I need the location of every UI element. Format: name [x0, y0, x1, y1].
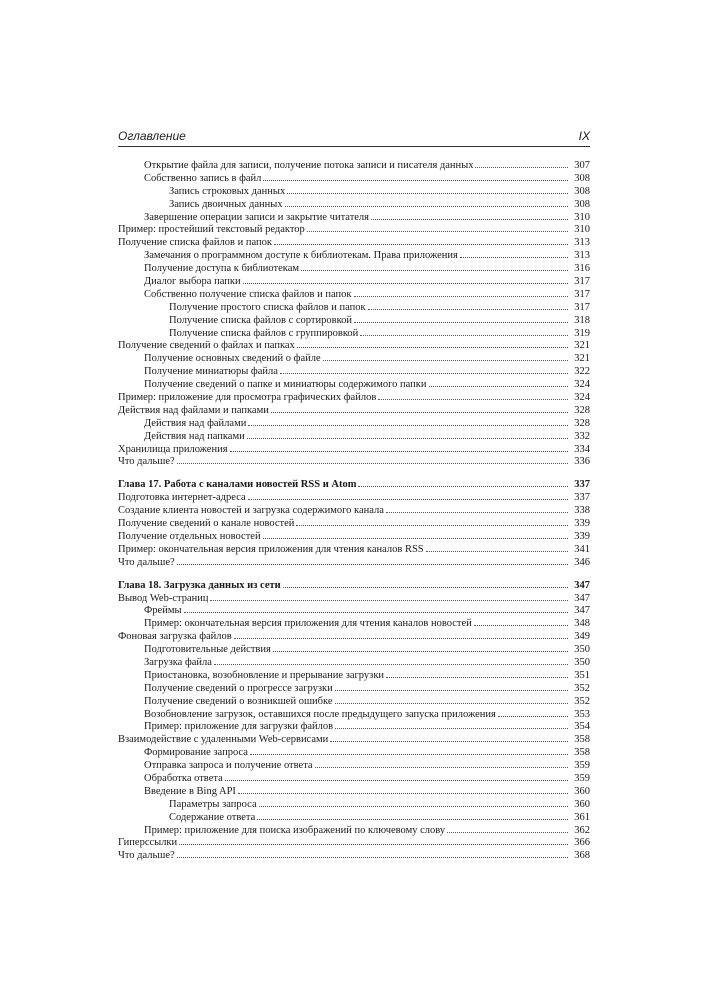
dot-leader [179, 844, 568, 845]
dot-leader [259, 806, 568, 807]
dot-leader [323, 360, 568, 361]
toc-entry-page: 368 [574, 850, 590, 862]
dot-leader [283, 587, 568, 588]
toc-entry-title: Что дальше? [118, 456, 175, 468]
toc-entry-title: Получение списка файлов с группировкой [169, 327, 359, 339]
toc-entry-title: Открытие файла для записи, получение потока записи и писателя данных [144, 160, 474, 171]
dot-leader [214, 664, 568, 665]
toc-entry-title: Подготовка интернет-адреса [118, 492, 246, 504]
toc-chapter-entry[interactable] [118, 479, 590, 492]
toc-entry-page: 361 [574, 811, 590, 823]
toc-entry-page: 349 [574, 631, 590, 643]
toc-entry-page: 360 [574, 785, 590, 797]
toc-entry-title: Получение списка файлов с сортировкой [169, 314, 353, 326]
toc-entry-title: Фоновая загрузка файлов [118, 631, 232, 643]
toc-entry-page: 321 [574, 340, 590, 352]
toc-entry-title: Вывод Web-страниц [118, 592, 209, 604]
dot-leader [248, 425, 568, 426]
header-page-number: IX [578, 129, 590, 143]
toc-entry[interactable] [118, 237, 590, 250]
dot-leader [360, 335, 568, 336]
toc-entry-title: Получение основных сведений о файле [144, 353, 321, 365]
toc-entry[interactable] [118, 328, 590, 341]
dot-leader [371, 219, 568, 220]
toc-entry-title: Получение миниатюры файла [144, 366, 278, 378]
dot-leader [335, 690, 568, 691]
dot-leader [287, 193, 568, 194]
toc-entry[interactable] [118, 825, 590, 838]
dot-leader [234, 638, 568, 639]
toc-entry-title: Подготовительные действия [144, 644, 271, 656]
dot-leader [297, 347, 568, 348]
toc-entry-title: Получение сведений о папке и миниатюры содержимого папки [144, 379, 427, 391]
toc-entry[interactable] [118, 492, 590, 505]
toc-entry-title: Завершение операции записи и закрытие читателя [144, 211, 370, 223]
toc-entry-page: 353 [574, 708, 590, 720]
toc-entry[interactable] [118, 315, 590, 328]
toc-entry[interactable] [118, 721, 590, 734]
toc-entry[interactable] [118, 605, 590, 618]
toc-entry[interactable] [118, 683, 590, 696]
dot-leader [386, 677, 568, 678]
toc-entry-title: Получение списка файлов и папок [118, 237, 272, 249]
toc-entry-page: 347 [574, 592, 590, 604]
toc-entry-page: 332 [574, 430, 590, 442]
toc-entry-page: 308 [574, 198, 590, 210]
toc-entry-title: Диалог выбора папки [144, 276, 241, 288]
dot-leader [368, 309, 568, 310]
dot-leader [263, 538, 568, 539]
toc-entry-page: 360 [574, 798, 590, 810]
dot-leader [210, 600, 568, 601]
toc-entry-page: 328 [574, 417, 590, 429]
toc-entry-page: 317 [574, 288, 590, 300]
toc-entry[interactable] [118, 593, 590, 606]
toc-entry-page: 317 [574, 276, 590, 288]
toc-entry-page: 317 [574, 301, 590, 313]
toc-entry-page: 352 [574, 682, 590, 694]
toc-entry-page: 313 [574, 250, 590, 262]
toc-entry[interactable] [118, 276, 590, 289]
toc-entry-page: 310 [574, 211, 590, 223]
toc-entry-title: Возобновление загрузок, оставшихся после предыдущего запуска приложения [144, 708, 496, 720]
toc-entry-title: Пример: приложение для просмотра графических файлов [118, 392, 377, 404]
toc-entry-page: 351 [574, 669, 590, 681]
dot-leader [225, 780, 568, 781]
toc-entry-page: 308 [574, 172, 590, 184]
dot-leader [358, 486, 568, 487]
toc-entry-title: Что дальше? [118, 556, 175, 568]
section-gap [118, 570, 590, 580]
toc-entry-page: 324 [574, 379, 590, 391]
toc-entry-title: Получение простого списка файлов и папок [169, 301, 366, 313]
toc-entry[interactable] [118, 250, 590, 263]
toc-entry-page: 316 [574, 263, 590, 275]
dot-leader [274, 244, 568, 245]
toc-entry[interactable] [118, 444, 590, 457]
toc-entry[interactable] [118, 850, 590, 863]
toc-entry-page: 324 [574, 392, 590, 404]
toc-entry-page: 358 [574, 747, 590, 759]
toc-entry-title: Действия над папками [144, 430, 245, 442]
toc-entry-title: Запись строковых данных [169, 185, 286, 197]
running-header [118, 129, 590, 147]
toc-entry-page: 352 [574, 695, 590, 707]
toc-entry[interactable] [118, 263, 590, 276]
toc-entry[interactable] [118, 631, 590, 644]
toc-entry-title: Содержание ответа [169, 811, 256, 823]
toc-entry-page: 346 [574, 556, 590, 568]
toc-entry[interactable] [118, 709, 590, 722]
toc-entry-title: Пример: простейший текстовый редактор [118, 224, 305, 236]
toc-entry[interactable] [118, 773, 590, 786]
toc-entry-title: Получение сведений о прогрессе загрузки [144, 682, 333, 694]
dot-leader [285, 206, 568, 207]
toc-entry-title: Загрузка файла [144, 656, 212, 668]
dot-leader [498, 716, 568, 717]
dot-leader [280, 373, 568, 374]
toc-entry-page: 307 [574, 160, 590, 171]
toc-entry-page: 341 [574, 543, 590, 555]
section-gap [118, 469, 590, 479]
toc-entry[interactable] [118, 173, 590, 186]
toc-entry-title: Действия над файлами [144, 417, 247, 429]
toc-entry-title: Собственно запись в файл [144, 172, 262, 184]
toc-entry-page: 348 [574, 618, 590, 630]
toc-entry[interactable] [118, 199, 590, 212]
toc-entry[interactable] [118, 799, 590, 812]
toc-entry-title: Хранилища приложения [118, 443, 228, 455]
dot-leader [354, 322, 568, 323]
toc-entry-page: 338 [574, 505, 590, 517]
toc-entry[interactable] [118, 418, 590, 431]
toc-entry-page: 362 [574, 824, 590, 836]
toc-entry-page: 339 [574, 530, 590, 542]
dot-leader [250, 754, 568, 755]
dot-leader [177, 564, 568, 565]
toc-entry[interactable] [118, 392, 590, 405]
toc-entry-page: 337 [574, 492, 590, 504]
dot-leader [426, 551, 568, 552]
dot-leader [263, 180, 568, 181]
toc-entry-page: 347 [574, 605, 590, 617]
toc-entry[interactable] [118, 302, 590, 315]
toc-entry-page: 318 [574, 314, 590, 326]
toc-entry-title: Приостановка, возобновление и прерывание загрузки [144, 669, 385, 681]
toc-entry[interactable] [118, 160, 590, 173]
toc-entry-page: 359 [574, 760, 590, 772]
toc-entry[interactable] [118, 405, 590, 418]
table-of-contents [118, 160, 590, 863]
toc-entry[interactable] [118, 786, 590, 799]
toc-entry[interactable] [118, 518, 590, 531]
toc-entry-page: 334 [574, 443, 590, 455]
toc-entry[interactable] [118, 760, 590, 773]
toc-entry-page: 337 [574, 479, 590, 491]
toc-entry[interactable] [118, 531, 590, 544]
toc-entry-title: Пример: окончательная версия приложения для чтения каналов RSS [118, 543, 424, 555]
toc-entry[interactable] [118, 289, 590, 302]
dot-leader [296, 525, 568, 526]
toc-entry-page: 350 [574, 644, 590, 656]
toc-entry[interactable] [118, 340, 590, 353]
toc-entry-page: 313 [574, 237, 590, 249]
toc-entry[interactable] [118, 812, 590, 825]
toc-entry-page: 354 [574, 721, 590, 733]
toc-entry-title: Глава 18. Загрузка данных из сети [118, 579, 281, 591]
toc-entry-title: Создание клиента новостей и загрузка содержимого канала [118, 505, 384, 517]
toc-entry[interactable] [118, 505, 590, 518]
toc-entry-title: Формирование запроса [144, 747, 248, 759]
toc-entry[interactable] [118, 379, 590, 392]
toc-entry[interactable] [118, 618, 590, 631]
toc-entry-title: Отправка запроса и получение ответа [144, 760, 313, 772]
dot-leader [248, 499, 568, 500]
toc-entry-title: Получение сведений о файлах и папках [118, 340, 295, 352]
toc-entry[interactable] [118, 353, 590, 366]
toc-entry-title: Параметры запроса [169, 798, 257, 810]
dot-leader [354, 296, 569, 297]
dot-leader [330, 741, 568, 742]
toc-entry-page: 319 [574, 327, 590, 339]
toc-entry-title: Фреймы [144, 605, 182, 617]
dot-leader [177, 857, 568, 858]
toc-entry[interactable] [118, 186, 590, 199]
toc-entry[interactable] [118, 431, 590, 444]
toc-entry-page: 321 [574, 353, 590, 365]
dot-leader [243, 283, 568, 284]
toc-entry-page: 350 [574, 656, 590, 668]
toc-entry[interactable] [118, 557, 590, 570]
toc-entry-page: 328 [574, 404, 590, 416]
dot-leader [335, 728, 568, 729]
dot-leader [315, 767, 568, 768]
toc-entry-page: 310 [574, 224, 590, 236]
dot-leader [475, 167, 568, 168]
dot-leader [447, 832, 568, 833]
toc-entry-title: Получение отдельных новостей [118, 530, 261, 542]
toc-entry-title: Пример: приложение для поиска изображений по ключевому слову [144, 824, 446, 836]
toc-entry-title: Пример: окончательная версия приложения для чтения каналов новостей [144, 618, 472, 630]
dot-leader [335, 703, 569, 704]
toc-entry[interactable] [118, 747, 590, 760]
dot-leader [271, 412, 568, 413]
toc-entry-title: Обработка ответа [144, 772, 223, 784]
header-title: Оглавление [118, 129, 186, 143]
toc-entry-title: Собственно получение списка файлов и папок [144, 288, 352, 300]
toc-entry[interactable] [118, 644, 590, 657]
toc-entry-title: Получение сведений о канале новостей [118, 518, 295, 530]
toc-entry-title: Получение сведений о возникшей ошибке [144, 695, 333, 707]
toc-entry-title: Гиперссылки [118, 837, 178, 849]
dot-leader [307, 231, 568, 232]
dot-leader [386, 512, 568, 513]
toc-entry[interactable] [118, 456, 590, 469]
toc-entry-title: Запись двоичных данных [169, 198, 283, 210]
toc-chapter-entry[interactable] [118, 580, 590, 593]
toc-entry-page: 347 [574, 579, 590, 591]
toc-entry-title: Что дальше? [118, 850, 175, 862]
dot-leader [301, 270, 568, 271]
toc-entry-title: Пример: приложение для загрузки файлов [144, 721, 334, 733]
dot-leader [247, 438, 568, 439]
toc-entry-title: Действия над файлами и папками [118, 404, 269, 416]
toc-entry[interactable] [118, 837, 590, 850]
dot-leader [273, 651, 568, 652]
dot-leader [474, 625, 568, 626]
toc-entry-page: 358 [574, 734, 590, 746]
toc-entry[interactable] [118, 670, 590, 683]
toc-entry-title: Введение в Bing API [144, 785, 236, 797]
toc-entry-page: 359 [574, 772, 590, 784]
toc-entry[interactable] [118, 224, 590, 237]
toc-entry-title: Получение доступа к библиотекам [144, 263, 300, 275]
toc-entry-title: Глава 17. Работа с каналами новостей RSS и Atom [118, 479, 357, 491]
toc-entry-page: 322 [574, 366, 590, 378]
toc-entry[interactable] [118, 544, 590, 557]
dot-leader [238, 793, 568, 794]
dot-leader [460, 257, 568, 258]
toc-entry[interactable] [118, 696, 590, 709]
toc-entry-page: 366 [574, 837, 590, 849]
toc-entry[interactable] [118, 366, 590, 379]
dot-leader [378, 399, 568, 400]
dot-leader [257, 819, 568, 820]
dot-leader [177, 463, 568, 464]
toc-entry-page: 336 [574, 456, 590, 468]
dot-leader [429, 386, 568, 387]
dot-leader [184, 612, 568, 613]
toc-entry-title: Замечания о программном доступе к библиотекам. Права приложения [144, 250, 458, 262]
toc-entry-page: 308 [574, 185, 590, 197]
toc-entry[interactable] [118, 734, 590, 747]
toc-entry-page: 339 [574, 518, 590, 530]
toc-entry-title: Взаимодействие с удаленными Web-сервисами [118, 734, 329, 746]
toc-entry[interactable] [118, 212, 590, 225]
toc-entry[interactable] [118, 657, 590, 670]
dot-leader [230, 451, 568, 452]
